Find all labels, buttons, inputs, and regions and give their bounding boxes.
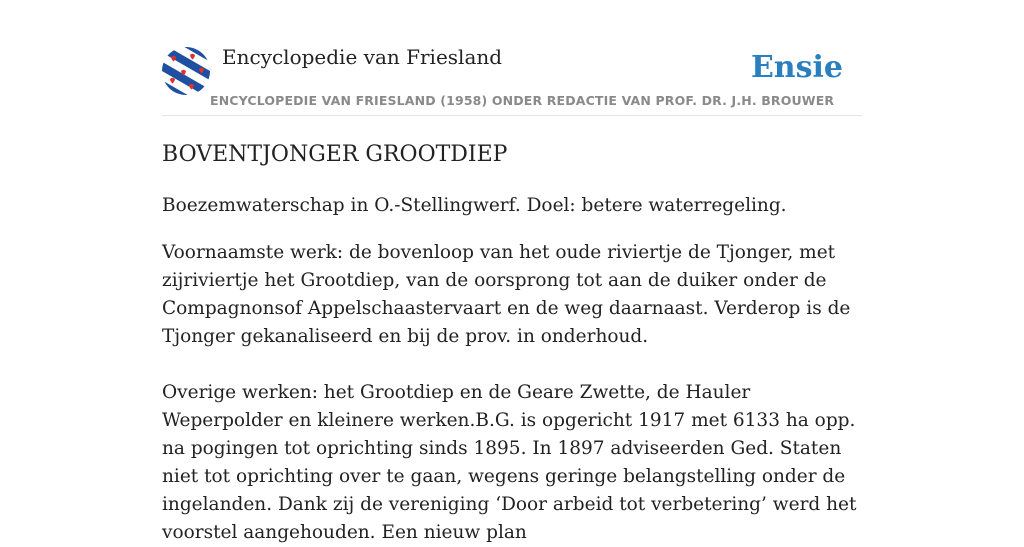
article-paragraph: Voornaamste werk: de bovenloop van het oude riviertje de Tjonger, met zijriviertje het Grootdiep, van de oorsprong tot aan de duiker onder de Compagnonsof Appelschaastervaart en de weg daarnaast. Verderop is de Tjonger gekanaliseerd en bij de prov. in onderhoud. <box>162 242 851 347</box>
article <box>162 140 866 547</box>
site-subtitle: ENCYCLOPEDIE VAN FRIESLAND (1958) ONDER REDACTIE VAN PROF. DR. J.H. BROUWER <box>210 93 835 108</box>
site-header <box>162 0 862 116</box>
article-paragraph: Boezemwaterschap in O.-Stellingwerf. Doel: betere waterregeling. <box>162 195 787 216</box>
ensie-brand-link[interactable]: Ensie <box>750 50 843 85</box>
site-logo-link[interactable] <box>162 47 210 95</box>
site-title[interactable]: Encyclopedie van Friesland <box>222 45 503 69</box>
article-paragraph: Overige werken: het Grootdiep en de Geare Zwette, de Hauler Weperpolder en kleinere werken.B.G. is opgericht 1917 met 6133 ha opp. na pogingen tot oprichting sinds 1895. In 1897 adviseerden Ged. Staten niet tot oprichting over te gaan, wegens geringe belangstelling onder de ingelanden. Dank zij de vereniging ‘Door arbeid tot verbetering’ werd het voorstel aangehouden. Een nieuw plan <box>162 382 857 543</box>
frisian-flag-icon <box>162 47 210 95</box>
article-title: BOVENTJONGER GROOTDIEP <box>162 142 508 167</box>
